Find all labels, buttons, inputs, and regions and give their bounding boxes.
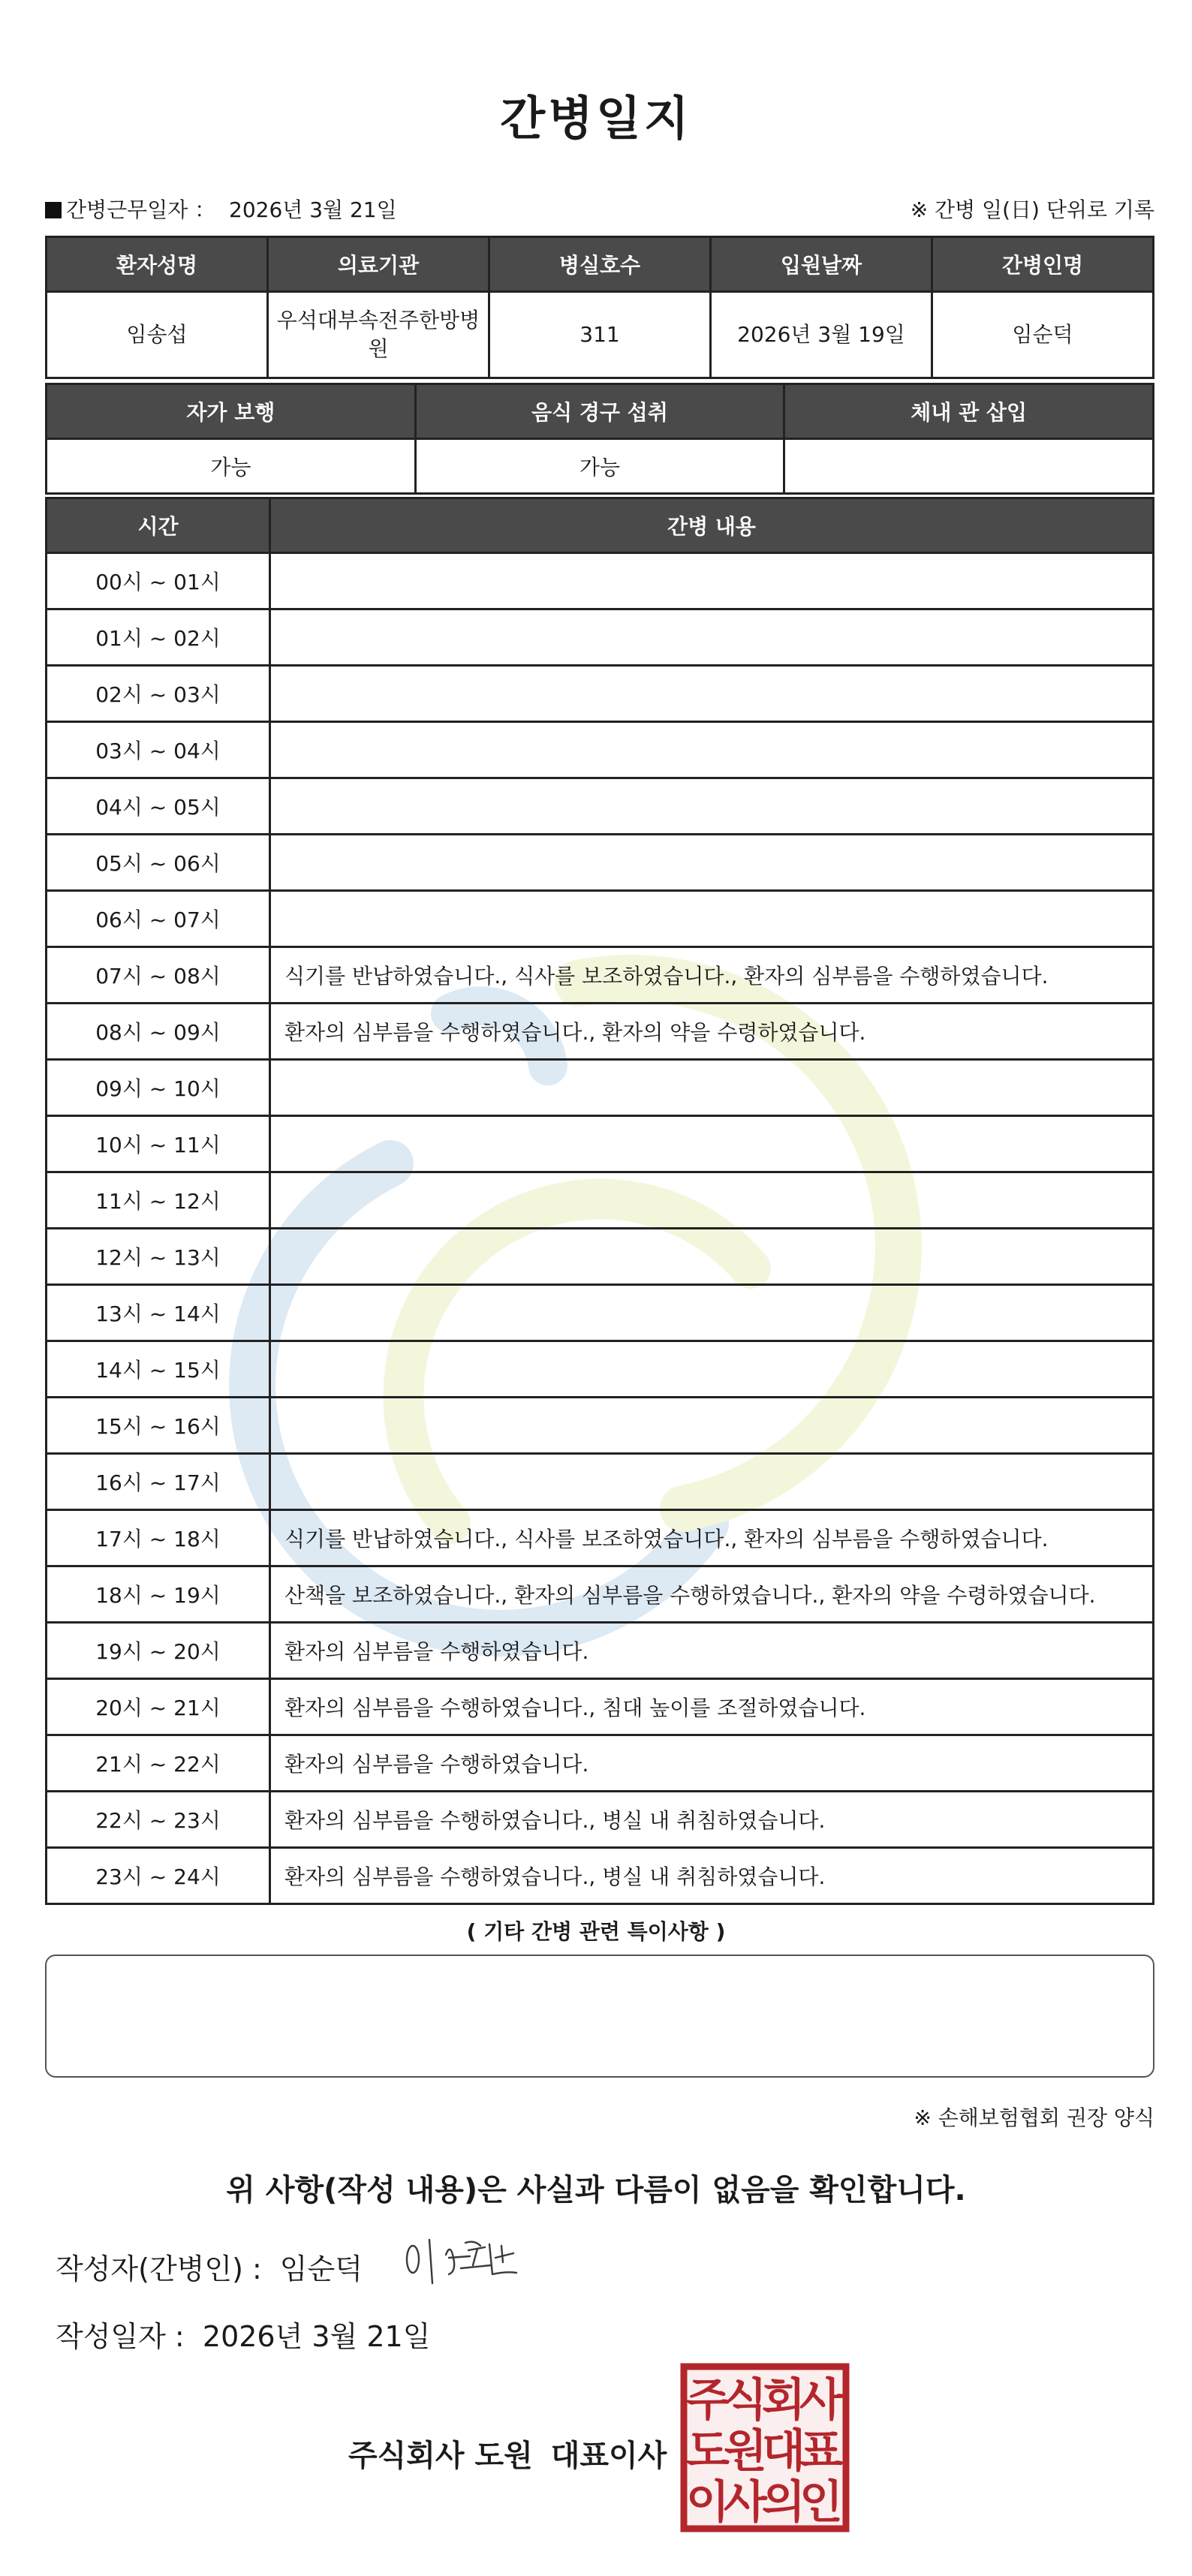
svg-text:도: 도 — [686, 2425, 730, 2478]
handwritten-signature — [396, 2228, 531, 2295]
work-date-line — [45, 194, 397, 224]
log-row — [47, 1285, 1154, 1341]
oral-intake-status: 가능 — [415, 439, 784, 494]
log-content: 식기를 반납하였습니다., 식사를 보조하였습니다., 환자의 심부름을 수행하였습니다. — [270, 1510, 1154, 1566]
work-date-label: 간병근무일자 ： — [66, 197, 216, 222]
written-date: 2026년 3월 21일 — [202, 2320, 431, 2353]
header-time: 시간 — [47, 498, 270, 553]
log-row — [47, 778, 1154, 835]
care-log-table — [45, 497, 1154, 1905]
log-row — [47, 1060, 1154, 1116]
log-content: 산책을 보조하였습니다., 환자의 심부름을 수행하였습니다., 환자의 약을 수령하였습니다. — [270, 1566, 1154, 1623]
header-patient-name: 환자성명 — [47, 237, 268, 292]
log-time: 16시 ~ 17시 — [47, 1454, 270, 1510]
log-content — [270, 835, 1154, 891]
svg-text:사: 사 — [724, 2476, 767, 2529]
log-row — [47, 1566, 1154, 1623]
written-date-line — [56, 2313, 430, 2355]
patient-info-table — [45, 236, 1154, 379]
unit-note: ※ 간병 일(日) 단위로 기록 — [910, 197, 1154, 222]
caregiver-name: 임순덕 — [932, 292, 1154, 378]
log-time: 09시 ~ 10시 — [47, 1060, 270, 1116]
log-row — [47, 1679, 1154, 1735]
log-row — [47, 722, 1154, 778]
log-row — [47, 891, 1154, 947]
log-content — [270, 1116, 1154, 1172]
company-name: 주식회사 도원 — [348, 2439, 533, 2473]
log-time: 12시 ~ 13시 — [47, 1229, 270, 1285]
log-time: 13시 ~ 14시 — [47, 1285, 270, 1341]
patient-header-row — [47, 237, 1154, 292]
header-care-content: 간병 내용 — [270, 498, 1154, 553]
log-content — [270, 778, 1154, 835]
work-date-value: 2026년 3월 21일 — [229, 197, 397, 222]
log-time: 00시 ~ 01시 — [47, 553, 270, 609]
log-content: 환자의 심부름을 수행하였습니다. — [270, 1735, 1154, 1792]
company-line — [348, 2432, 667, 2475]
log-row — [47, 553, 1154, 609]
log-content — [270, 1172, 1154, 1229]
log-row — [47, 666, 1154, 722]
log-time: 22시 ~ 23시 — [47, 1792, 270, 1848]
svg-text:의: 의 — [762, 2476, 805, 2529]
log-row — [47, 1454, 1154, 1510]
header-admission-date: 입원날짜 — [711, 237, 932, 292]
header-oral-intake: 음식 경구 섭취 — [415, 384, 784, 439]
patient-status-table — [45, 383, 1154, 495]
svg-text:인: 인 — [799, 2476, 843, 2529]
log-time: 05시 ~ 06시 — [47, 835, 270, 891]
black-square-icon — [45, 202, 62, 218]
log-time: 01시 ~ 02시 — [47, 609, 270, 666]
log-row — [47, 609, 1154, 666]
svg-text:식: 식 — [724, 2374, 767, 2427]
log-time: 21시 ~ 22시 — [47, 1735, 270, 1792]
special-notes-box — [45, 1955, 1154, 2078]
log-content — [270, 666, 1154, 722]
tube-insertion-status — [784, 439, 1154, 494]
log-row — [47, 1848, 1154, 1904]
log-time: 07시 ~ 08시 — [47, 947, 270, 1004]
log-row — [47, 1116, 1154, 1172]
log-content: 환자의 심부름을 수행하였습니다. — [270, 1623, 1154, 1679]
svg-text:대: 대 — [762, 2425, 805, 2478]
svg-text:원: 원 — [724, 2425, 767, 2478]
confirmation-statement: 위 사항(작성 내용)은 사실과 다름이 없음을 확인합니다. — [226, 2173, 966, 2207]
log-row — [47, 1735, 1154, 1792]
log-row — [47, 1341, 1154, 1398]
log-time: 10시 ~ 11시 — [47, 1116, 270, 1172]
room-number: 311 — [489, 292, 711, 378]
log-content — [270, 609, 1154, 666]
log-time: 23시 ~ 24시 — [47, 1848, 270, 1904]
svg-text:사: 사 — [799, 2374, 843, 2427]
log-content — [270, 553, 1154, 609]
log-content — [270, 1341, 1154, 1398]
log-row — [47, 1172, 1154, 1229]
log-row — [47, 1623, 1154, 1679]
status-header-row — [47, 384, 1154, 439]
svg-text:이: 이 — [686, 2476, 730, 2529]
header-medical-institution: 의료기관 — [268, 237, 489, 292]
log-content — [270, 1398, 1154, 1454]
log-content — [270, 1454, 1154, 1510]
log-content: 환자의 심부름을 수행하였습니다., 병실 내 취침하였습니다. — [270, 1792, 1154, 1848]
written-date-label: 작성일자 : — [56, 2320, 185, 2353]
svg-text:표: 표 — [799, 2425, 843, 2478]
patient-name: 임송섭 — [47, 292, 268, 378]
writer-name: 임순덕 — [279, 2252, 363, 2286]
log-content: 환자의 심부름을 수행하였습니다., 환자의 약을 수령하였습니다. — [270, 1004, 1154, 1060]
patient-value-row — [47, 292, 1154, 378]
insurer-note: ※ 손해보험협회 권장 양식 — [914, 2105, 1154, 2130]
writer-line — [56, 2246, 363, 2287]
log-header-row — [47, 498, 1154, 553]
special-notes-heading: ( 기타 간병 관련 특이사항 ) — [466, 1919, 726, 1944]
admission-date: 2026년 3월 19일 — [711, 292, 932, 378]
svg-text:주: 주 — [686, 2374, 730, 2427]
svg-text:회: 회 — [762, 2374, 805, 2427]
log-time: 08시 ~ 09시 — [47, 1004, 270, 1060]
log-content: 환자의 심부름을 수행하였습니다., 침대 높이를 조절하였습니다. — [270, 1679, 1154, 1735]
header-walking: 자가 보행 — [47, 384, 416, 439]
log-row — [47, 1792, 1154, 1848]
log-time: 17시 ~ 18시 — [47, 1510, 270, 1566]
header-caregiver-name: 간병인명 — [932, 237, 1154, 292]
log-content: 환자의 심부름을 수행하였습니다., 병실 내 취침하였습니다. — [270, 1848, 1154, 1904]
log-row — [47, 1004, 1154, 1060]
log-time: 18시 ~ 19시 — [47, 1566, 270, 1623]
log-row — [47, 835, 1154, 891]
header-room-number: 병실호수 — [489, 237, 711, 292]
log-row — [47, 1398, 1154, 1454]
log-content — [270, 1060, 1154, 1116]
writer-label: 작성자(간병인) : — [56, 2252, 262, 2286]
medical-institution: 우석대부속전주한방병원 — [268, 292, 489, 378]
walking-status: 가능 — [47, 439, 416, 494]
header-tube-insertion: 체내 관 삽입 — [784, 384, 1154, 439]
document-title: 간병일지 — [500, 91, 692, 146]
log-time: 19시 ~ 20시 — [47, 1623, 270, 1679]
log-time: 02시 ~ 03시 — [47, 666, 270, 722]
log-time: 04시 ~ 05시 — [47, 778, 270, 835]
log-content — [270, 1229, 1154, 1285]
log-row — [47, 1510, 1154, 1566]
log-row — [47, 1229, 1154, 1285]
ceo-label: 대표이사 — [550, 2439, 667, 2473]
log-time: 15시 ~ 16시 — [47, 1398, 270, 1454]
log-row — [47, 947, 1154, 1004]
status-value-row — [47, 439, 1154, 494]
log-content — [270, 722, 1154, 778]
log-time: 03시 ~ 04시 — [47, 722, 270, 778]
log-content — [270, 1285, 1154, 1341]
log-time: 11시 ~ 12시 — [47, 1172, 270, 1229]
log-content: 식기를 반납하였습니다., 식사를 보조하였습니다., 환자의 심부름을 수행하였습니다. — [270, 947, 1154, 1004]
company-seal — [680, 2363, 850, 2532]
log-time: 06시 ~ 07시 — [47, 891, 270, 947]
log-content — [270, 891, 1154, 947]
log-time: 14시 ~ 15시 — [47, 1341, 270, 1398]
log-time: 20시 ~ 21시 — [47, 1679, 270, 1735]
